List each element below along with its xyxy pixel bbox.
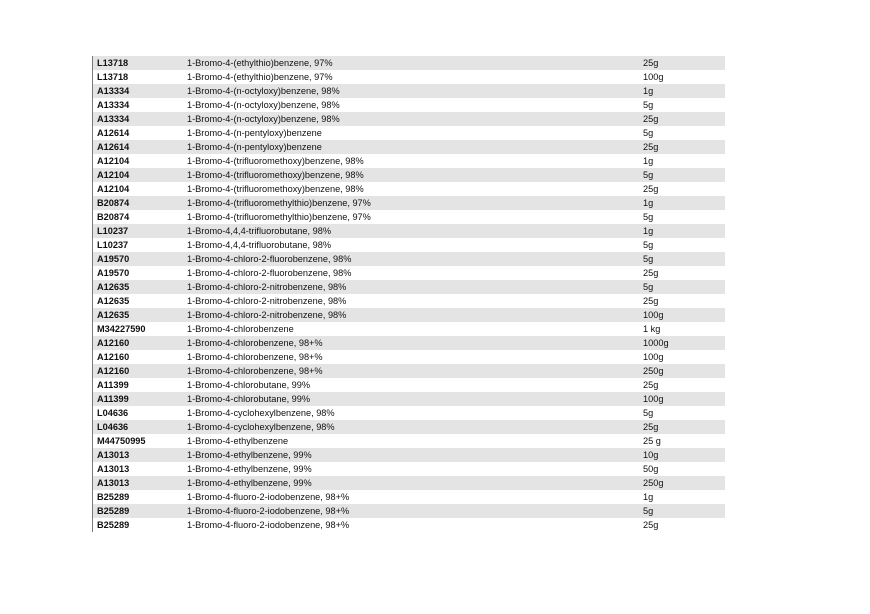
catalog-number: A12104 [97, 184, 130, 194]
product-name: 1-Bromo-4-ethylbenzene, 99% [187, 478, 312, 488]
table-row [93, 308, 725, 322]
catalog-number: A13013 [97, 464, 130, 474]
table-row [93, 378, 725, 392]
catalog-number: A12614 [97, 128, 130, 138]
package-size: 250g [643, 366, 664, 376]
product-name: 1-Bromo-4-chloro-2-fluorobenzene, 98% [187, 254, 352, 264]
package-size: 5g [643, 254, 654, 264]
product-name: 1-Bromo-4-ethylbenzene [187, 436, 289, 446]
package-size: 1g [643, 198, 654, 208]
table-row [93, 294, 725, 308]
product-name: 1-Bromo-4-chlorobenzene, 98+% [187, 352, 323, 362]
table-row [93, 448, 725, 462]
table-row [93, 420, 725, 434]
catalog-number: B25289 [97, 520, 130, 530]
catalog-number: M44750995 [97, 436, 146, 446]
product-name: 1-Bromo-4-(trifluoromethylthio)benzene, 97% [187, 198, 371, 208]
package-size: 5g [643, 128, 654, 138]
package-size: 25g [643, 268, 659, 278]
product-name: 1-Bromo-4-chlorobutane, 99% [187, 394, 311, 404]
catalog-number: A12160 [97, 338, 130, 348]
product-name: 1-Bromo-4-(n-octyloxy)benzene, 98% [187, 114, 340, 124]
package-size: 10g [643, 450, 659, 460]
package-size: 5g [643, 506, 654, 516]
package-size: 1g [643, 492, 654, 502]
package-size: 25g [643, 184, 659, 194]
product-name: 1-Bromo-4-(ethylthio)benzene, 97% [187, 72, 333, 82]
product-name: 1-Bromo-4-chloro-2-nitrobenzene, 98% [187, 296, 347, 306]
catalog-number: B20874 [97, 198, 130, 208]
table-row [93, 490, 725, 504]
table-row [93, 350, 725, 364]
table-row [93, 462, 725, 476]
product-name: 1-Bromo-4-(n-pentyloxy)benzene [187, 142, 322, 152]
product-name: 1-Bromo-4-fluoro-2-iodobenzene, 98+% [187, 506, 350, 516]
product-name: 1-Bromo-4-fluoro-2-iodobenzene, 98+% [187, 520, 350, 530]
package-size: 5g [643, 212, 654, 222]
package-size: 1g [643, 226, 654, 236]
table-row [93, 126, 725, 140]
catalog-number: A12104 [97, 156, 130, 166]
catalog-number: L13718 [97, 58, 129, 68]
package-size: 25g [643, 58, 659, 68]
product-name: 1-Bromo-4-(trifluoromethoxy)benzene, 98% [187, 156, 364, 166]
table-row [93, 266, 725, 280]
table-row [93, 252, 725, 266]
product-name: 1-Bromo-4-chloro-2-nitrobenzene, 98% [187, 310, 347, 320]
table-row [93, 140, 725, 154]
table-row [93, 322, 725, 336]
table-row [93, 98, 725, 112]
product-name: 1-Bromo-4-(n-pentyloxy)benzene [187, 128, 322, 138]
table-row [93, 504, 725, 518]
table-row [93, 434, 725, 448]
catalog-number: L13718 [97, 72, 129, 82]
package-size: 5g [643, 408, 654, 418]
catalog-number: A13334 [97, 114, 130, 124]
catalog-number: L10237 [97, 240, 129, 250]
catalog-number: A11399 [97, 380, 129, 390]
catalog-number: M34227590 [97, 324, 146, 334]
product-name: 1-Bromo-4,4,4-trifluorobutane, 98% [187, 240, 332, 250]
catalog-number: A13013 [97, 450, 130, 460]
package-size: 100g [643, 352, 664, 362]
product-name: 1-Bromo-4-cyclohexylbenzene, 98% [187, 408, 335, 418]
table-row [93, 210, 725, 224]
package-size: 1000g [643, 338, 669, 348]
catalog-number: A13334 [97, 86, 130, 96]
table-row [93, 476, 725, 490]
table-row [93, 154, 725, 168]
catalog-number: A12635 [97, 282, 130, 292]
product-name: 1-Bromo-4-chlorobenzene [187, 324, 294, 334]
product-name: 1-Bromo-4-(n-octyloxy)benzene, 98% [187, 100, 340, 110]
catalog-number: L10237 [97, 226, 129, 236]
table-row [93, 56, 725, 70]
table-row [93, 406, 725, 420]
table-row [93, 336, 725, 350]
table-row [93, 112, 725, 126]
catalog-number: A12635 [97, 296, 130, 306]
catalog-number: A12635 [97, 310, 130, 320]
product-name: 1-Bromo-4-chloro-2-nitrobenzene, 98% [187, 282, 347, 292]
table-row [93, 518, 725, 532]
catalog-number: A19570 [97, 268, 130, 278]
product-name: 1-Bromo-4-(n-octyloxy)benzene, 98% [187, 86, 340, 96]
package-size: 25g [643, 296, 659, 306]
product-name: 1-Bromo-4-cyclohexylbenzene, 98% [187, 422, 335, 432]
package-size: 5g [643, 282, 654, 292]
package-size: 50g [643, 464, 659, 474]
package-size: 100g [643, 310, 664, 320]
package-size: 250g [643, 478, 664, 488]
product-name: 1-Bromo-4,4,4-trifluorobutane, 98% [187, 226, 332, 236]
package-size: 100g [643, 72, 664, 82]
package-size: 100g [643, 394, 664, 404]
catalog-number: A13334 [97, 100, 130, 110]
catalog-number: L04636 [97, 408, 129, 418]
package-size: 5g [643, 170, 654, 180]
product-name: 1-Bromo-4-fluoro-2-iodobenzene, 98+% [187, 492, 350, 502]
table-row [93, 182, 725, 196]
table-row [93, 364, 725, 378]
table-row [93, 168, 725, 182]
package-size: 25g [643, 114, 659, 124]
product-name: 1-Bromo-4-(trifluoromethoxy)benzene, 98% [187, 184, 364, 194]
package-size: 25g [643, 142, 659, 152]
product-name: 1-Bromo-4-chlorobenzene, 98+% [187, 338, 323, 348]
package-size: 25 g [643, 436, 661, 446]
catalog-number: B20874 [97, 212, 130, 222]
package-size: 5g [643, 100, 654, 110]
table-row [93, 70, 725, 84]
product-name: 1-Bromo-4-chlorobenzene, 98+% [187, 366, 323, 376]
catalog-number: A12614 [97, 142, 130, 152]
package-size: 1 kg [643, 324, 661, 334]
package-size: 1g [643, 86, 654, 96]
catalog-number: A12160 [97, 352, 130, 362]
catalog-number: B25289 [97, 492, 130, 502]
catalog-number: A11399 [97, 394, 129, 404]
catalog-number: L04636 [97, 422, 129, 432]
catalog-number: B25289 [97, 506, 130, 516]
package-size: 5g [643, 240, 654, 250]
table-row [93, 392, 725, 406]
catalog-number: A19570 [97, 254, 130, 264]
package-size: 25g [643, 422, 659, 432]
package-size: 25g [643, 380, 659, 390]
product-name: 1-Bromo-4-chloro-2-fluorobenzene, 98% [187, 268, 352, 278]
package-size: 25g [643, 520, 659, 530]
product-name: 1-Bromo-4-(trifluoromethylthio)benzene, 97% [187, 212, 371, 222]
catalog-number: A12160 [97, 366, 130, 376]
table-row [93, 84, 725, 98]
table-row [93, 196, 725, 210]
catalog-number: A13013 [97, 478, 130, 488]
product-table [92, 56, 725, 532]
product-name: 1-Bromo-4-(trifluoromethoxy)benzene, 98% [187, 170, 364, 180]
table-row [93, 280, 725, 294]
table-row [93, 238, 725, 252]
product-name: 1-Bromo-4-chlorobutane, 99% [187, 380, 311, 390]
product-name: 1-Bromo-4-ethylbenzene, 99% [187, 450, 312, 460]
table-row [93, 224, 725, 238]
package-size: 1g [643, 156, 654, 166]
product-name: 1-Bromo-4-(ethylthio)benzene, 97% [187, 58, 333, 68]
product-name: 1-Bromo-4-ethylbenzene, 99% [187, 464, 312, 474]
catalog-number: A12104 [97, 170, 130, 180]
